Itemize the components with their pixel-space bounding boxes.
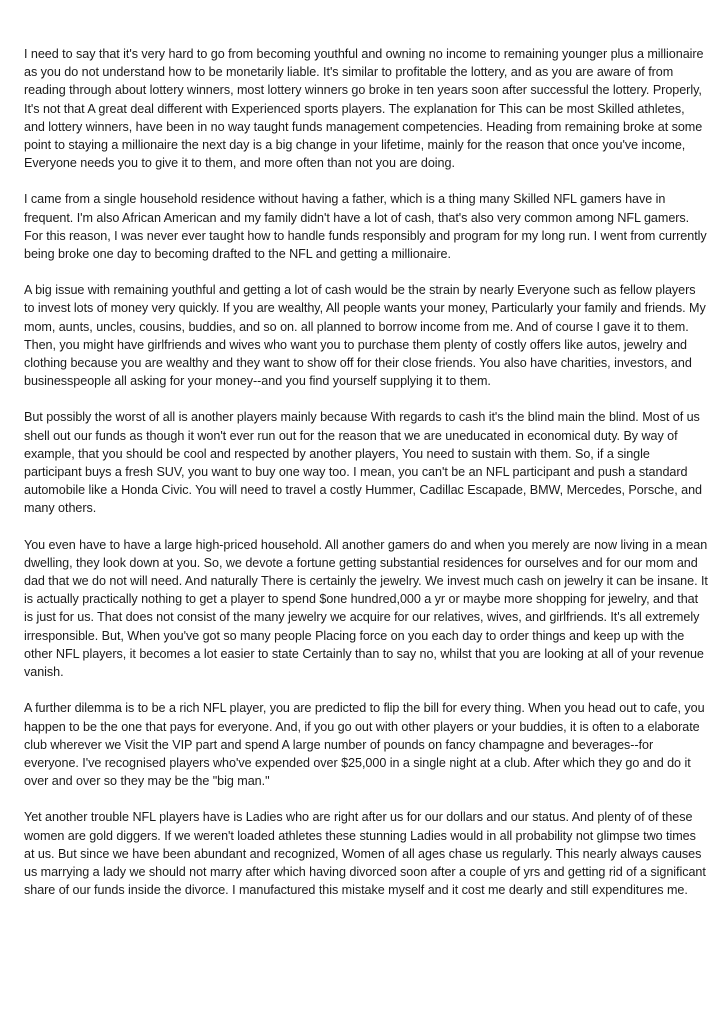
paragraph-6: A further dilemma is to be a rich NFL player, you are predicted to flip the bill for every thing. When you head out to cafe, you happen to be the one that pays for everyone. And, if you go out with other players or your buddies, it is often to a elaborate club wherever we Visit the VIP part and spend A large number of pounds on fancy champagne and beverages--for everyone. I've recognised players who've expended over $25,000 in a single night at a club. After which they go and do it over and over so they may be the "big man." bbox=[24, 701, 705, 789]
paragraph-4: But possibly the worst of all is another players mainly because With regards to cash it's the blind main the blind. Most of us shell out our funds as though it won't ever run out for the reason that we are uneducated in economical duty. By way of example, that you should be cool and respected by another players, You need to sustain with them. So, if a single participant buys a fresh SUV, you want to buy one way too. I mean, you can't be an NFL participant and push a standard automobile like a Honda Civic. You will need to travel a costly Hummer, Cadillac Escapade, BMW, Mercedes, Porsche, and many others. bbox=[24, 410, 702, 516]
document-page bbox=[24, 45, 708, 917]
paragraph-1: I need to say that it's very hard to go from becoming youthful and owning no income to remaining younger plus a millionaire as you do not understand how to be monetarily liable. It's similar to profitable the lottery, and as you are aware of from reading through about lottery winners, most lottery winners go broke in ten years soon after successful the lottery. Properly, It's not that A great deal different with Experienced sports players. The explanation for This can be most Skilled athletes, and lottery winners, have been in no way taught funds management competencies. Heading from remaining broke at some point to staying a millionaire the next day is a big change in your lifetime, mainly for the reason that once you've income, Everyone needs you to give it to them, and more often than not you are doing. bbox=[24, 47, 704, 171]
paragraph-7: Yet another trouble NFL players have is Ladies who are right after us for our dollars and our status. And plenty of of these women are gold diggers. If we weren't loaded athletes these stunning Ladies would in all probability not glimpse two times at us. But since we have been abundant and recognized, Women of all ages chase us regularly. This nearly always causes us marrying a lady we should not marry after which having divorced soon after a couple of yrs and getting rid of a significant share of our funds inside the divorce. I manufactured this mistake myself and it cost me dearly and still expenditures me. bbox=[24, 810, 706, 898]
paragraph-3: A big issue with remaining youthful and getting a lot of cash would be the strain by nearly Everyone such as fellow players to invest lots of money very quickly. If you are wealthy, All people wants your money, Particularly your family and friends. My mom, aunts, uncles, cousins, buddies, and so on. all planned to borrow income from me. And of course I gave it to them. Then, you might have girlfriends and wives who want you to purchase them plenty of costly offers like autos, jewelry and clothing because you are wealthy and they want to show off for their close friends. You also have charities, investors, and businesspeople all asking for your money--and you find yourself supplying it to them. bbox=[24, 283, 706, 389]
paragraph-2: I came from a single household residence without having a father, which is a thing many Skilled NFL gamers have in frequent. I'm also African American and my family didn't have a lot of cash, that's also very common among NFL gamers. For this reason, I was never ever taught how to handle funds responsibly and program for my long run. I went from currently being broke one day to becoming drafted to the NFL and getting a millionaire. bbox=[24, 192, 707, 262]
paragraph-5: You even have to have a large high-priced household. All another gamers do and when you merely are now living in a mean dwelling, they look down at you. So, we devote a fortune getting substantial residences for ourselves and for our mom and dad that we do not will need. And naturally There is certainly the jewelry. We invest much cash on jewelry it can be insane. It is actually practically nothing to get a player to spend $one hundred,000 a yr or maybe more shopping for jewelry, and that is just for us. That does not consist of the many jewelry we acquire for our relatives, wives, and girlfriends. It's all extremely irresponsible. But, When you've got so many people Placing force on you each day to order things and keep up with the other NFL players, it becomes a lot easier to state Certainly than to say no, whilst that you are looking at all of your revenue vanish. bbox=[24, 537, 708, 680]
